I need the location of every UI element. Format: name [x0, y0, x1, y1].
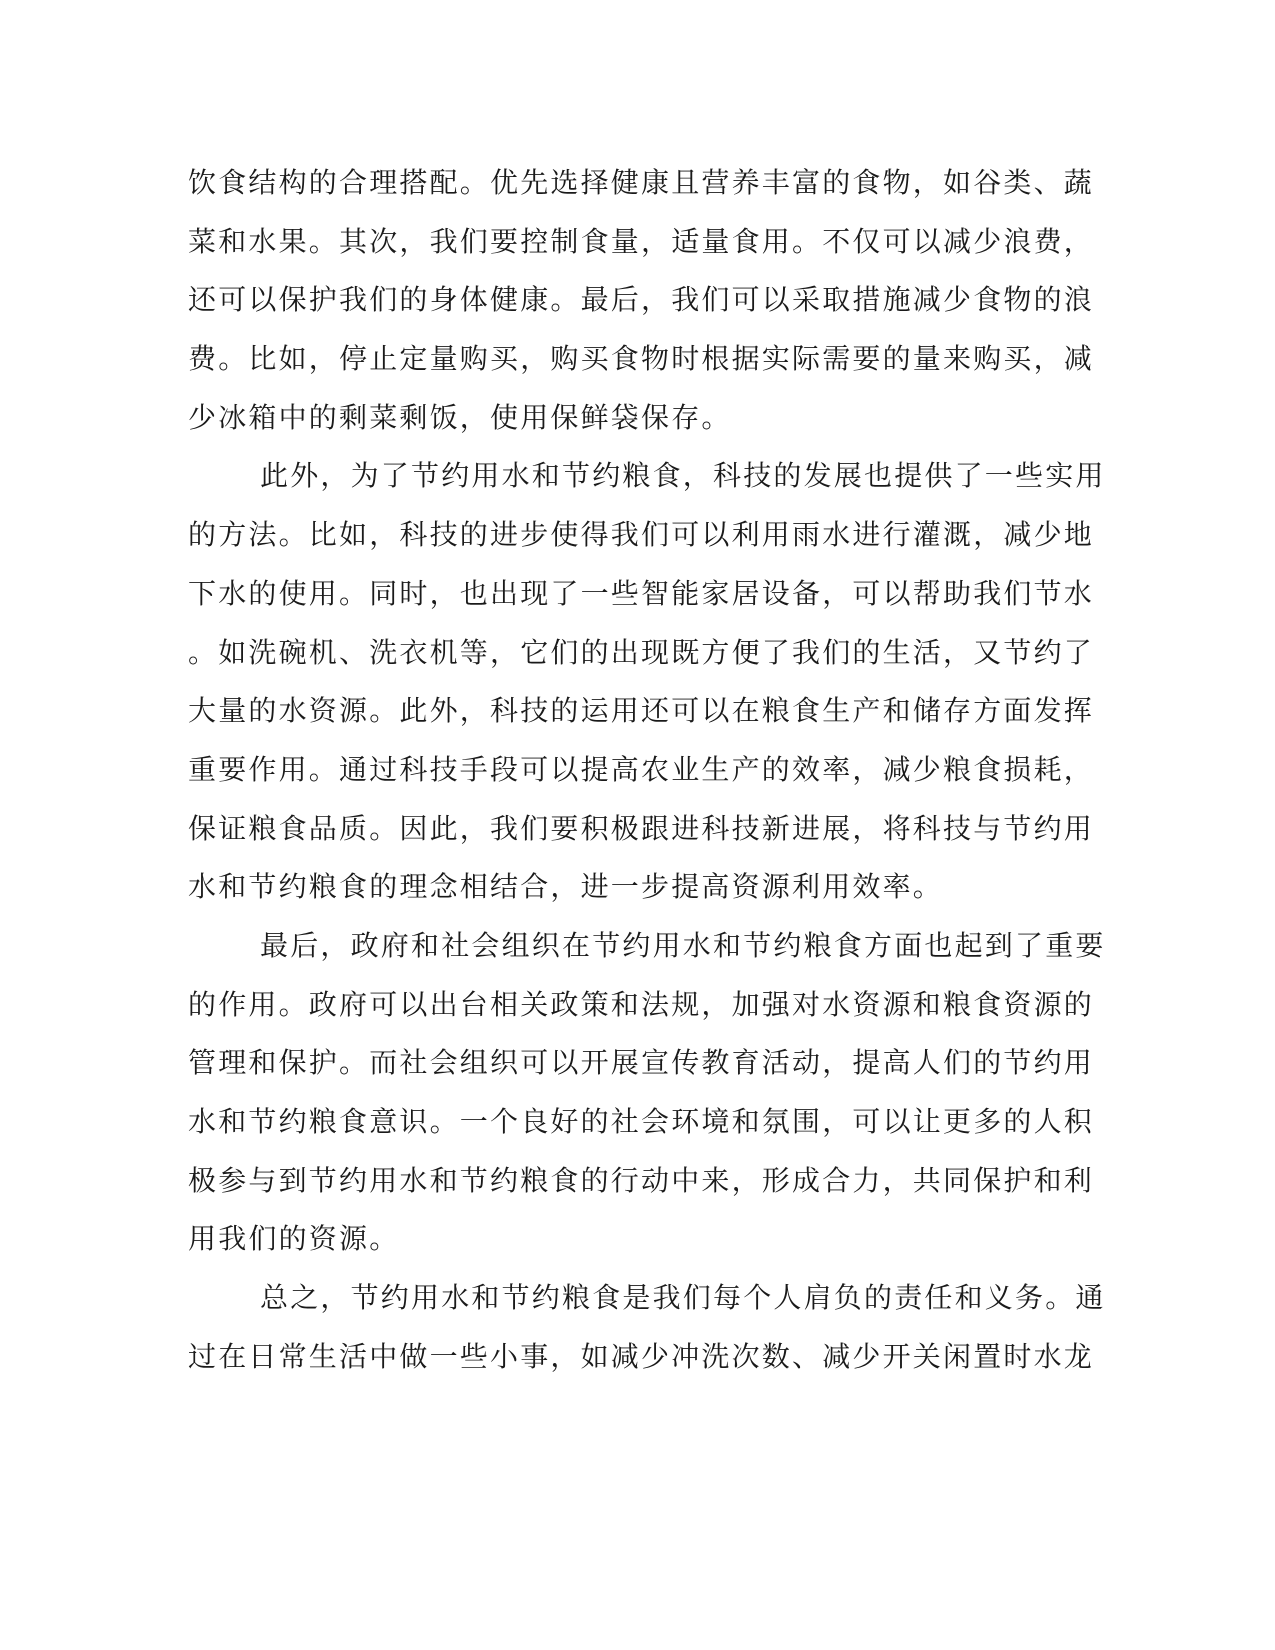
text-line: 水和节约粮食的理念相结合，进一步提高资源利用效率。	[188, 870, 944, 903]
text-line: 水和节约粮食意识。一个良好的社会环境和氛围，可以让更多的人积	[188, 1105, 1095, 1138]
text-line: 还可以保护我们的身体健康。最后，我们可以采取措施减少食物的浪	[188, 283, 1095, 316]
text-line: 下水的使用。同时，也出现了一些智能家居设备，可以帮助我们节水	[188, 577, 1095, 610]
text-line: 重要作用。通过科技手段可以提高农业生产的效率，减少粮食损耗，	[188, 753, 1095, 786]
text-line: 菜和水果。其次，我们要控制食量，适量食用。不仅可以减少浪费，	[188, 225, 1095, 258]
text-line: 保证粮食品质。因此，我们要积极跟进科技新进展，将科技与节约用	[188, 812, 1095, 845]
text-line: 极参与到节约用水和节约粮食的行动中来，形成合力，共同保护和利	[188, 1164, 1095, 1197]
text-line: 费。比如，停止定量购买，购买食物时根据实际需要的量来购买，减	[188, 342, 1095, 375]
text-line: 少冰箱中的剩菜剩饭，使用保鲜袋保存。	[188, 401, 732, 434]
text-line: 过在日常生活中做一些小事，如减少冲洗次数、减少开关闲置时水龙	[188, 1340, 1095, 1373]
text-line: 管理和保护。而社会组织可以开展宣传教育活动，提高人们的节约用	[188, 1046, 1095, 1079]
text-line: 的方法。比如，科技的进步使得我们可以利用雨水进行灌溉，减少地	[188, 518, 1095, 551]
text-line: 大量的水资源。此外，科技的运用还可以在粮食生产和储存方面发挥	[188, 694, 1095, 727]
text-line: 此外，为了节约用水和节约粮食，科技的发展也提供了一些实用	[260, 459, 1106, 492]
text-line: 总之，节约用水和节约粮食是我们每个人肩负的责任和义务。通	[260, 1281, 1106, 1314]
text-line: 最后，政府和社会组织在节约用水和节约粮食方面也起到了重要	[260, 929, 1106, 962]
text-line: 的作用。政府可以出台相关政策和法规，加强对水资源和粮食资源的	[188, 988, 1095, 1021]
text-line: 。如洗碗机、洗衣机等，它们的出现既方便了我们的生活，又节约了	[188, 636, 1095, 669]
text-line: 饮食结构的合理搭配。优先选择健康且营养丰富的食物，如谷类、蔬	[188, 166, 1095, 199]
text-line: 用我们的资源。	[188, 1222, 400, 1255]
